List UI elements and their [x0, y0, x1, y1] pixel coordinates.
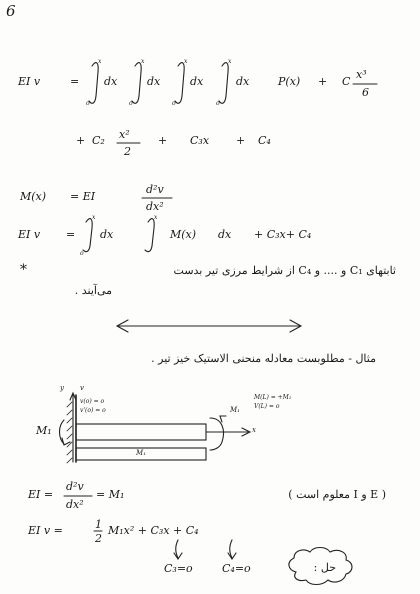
eq1-dx-3: dx	[190, 75, 204, 88]
moment-arrow-right	[210, 418, 224, 450]
eq6-c4-zero: C₄=o	[222, 562, 251, 575]
eq1-dx-2: dx	[147, 75, 161, 88]
eq1-dx-1: dx	[104, 75, 118, 88]
eq2-c3x: C₃x	[190, 134, 210, 147]
eq1-px: P(x)	[278, 75, 301, 88]
eq6-c3-zero: C₃=o	[164, 562, 193, 575]
diagram-m1-left: M₁	[36, 424, 52, 437]
integral-sign	[83, 219, 92, 252]
eq2-plus-1: +	[76, 134, 86, 147]
eq1-lower-3: o	[172, 100, 176, 107]
eq4-lhs: EI v	[18, 228, 41, 241]
eq1-upper-3: x	[184, 58, 188, 65]
eq2-c4: C₄	[258, 134, 271, 147]
diagram-bc-moment: M(L) = +M₁	[254, 394, 292, 401]
diagram-x-label: x	[252, 426, 256, 434]
eq2-c2: C₂	[92, 134, 105, 147]
eq5-den: dx²	[66, 498, 84, 511]
eq6-half-num: 1	[95, 518, 102, 531]
integral-sign	[219, 63, 228, 104]
wall-hatch	[67, 402, 72, 463]
eq4-dx-2: dx	[218, 228, 232, 241]
eq1-lower-2: o	[129, 100, 133, 107]
diagram-y-label: y	[60, 384, 64, 392]
eq1-c1: C	[342, 75, 351, 88]
eq4-upper-2: x	[154, 214, 158, 221]
eq1-dx-4: dx	[236, 75, 250, 88]
eq4-tail: + C₃x+ C₄	[254, 228, 312, 241]
eq3-num: d²v	[146, 183, 164, 196]
eq1-lower-1: o	[86, 100, 90, 107]
diagram-v-label: v	[80, 384, 84, 392]
eq6-half-den: 2	[95, 532, 102, 545]
integral-sign	[175, 63, 184, 104]
moment-arrow-left	[60, 420, 65, 444]
eq1-lhs: EI v	[18, 75, 41, 88]
eq5-known: ( E و I معلوم است )	[288, 488, 386, 501]
eq5-lhs: EI =	[28, 488, 54, 501]
eq1-six: 6	[362, 86, 369, 99]
note-line-1: ثابتهای C₁ و .... و C₄ از شرایط مرزی تیر بدست	[173, 264, 396, 277]
cloud-text: حل :	[313, 561, 336, 574]
eq6-lhs: EI v =	[28, 524, 63, 537]
diagram-bc-slope: v'(o) = o	[80, 407, 106, 414]
eq2-two: 2	[124, 145, 131, 158]
eq4-mx: M(x)	[170, 228, 197, 241]
eq1-upper-1: x	[98, 58, 102, 65]
eq3-lhs: M(x)	[20, 190, 47, 203]
integral-sign	[132, 63, 141, 104]
eq1-x3: x³	[356, 68, 367, 81]
integral-sign	[89, 63, 98, 104]
note-star: *	[20, 262, 27, 278]
eq5-rhs: = M₁	[96, 488, 125, 501]
eq1-upper-4: x	[228, 58, 232, 65]
integral-sign	[145, 219, 154, 252]
eq1-equals: =	[70, 75, 80, 88]
eq1-upper-2: x	[141, 58, 145, 65]
beam	[76, 424, 206, 440]
note-line-2: می‌آیند .	[74, 284, 112, 297]
eq3-equals: = EI	[70, 190, 96, 203]
eq4-equals: =	[66, 228, 76, 241]
diagram-bc-deflection: v(o) = o	[80, 398, 105, 405]
eq1-plus: +	[318, 75, 328, 88]
eq2-plus-3: +	[236, 134, 246, 147]
page-number: 6	[6, 2, 16, 20]
eq2-x2: x²	[119, 128, 130, 141]
eq3-den: dx²	[146, 200, 164, 213]
diagram-m1-right: M₁	[230, 406, 240, 414]
example-title: مثال - مطلوبست معادله منحنی الاستیک خیز تیر .	[151, 352, 376, 365]
eq5-num: d²v	[66, 480, 84, 493]
diagram-m1-mid: M₁	[136, 449, 146, 457]
eq1-lower-4: o	[216, 100, 220, 107]
eq4-upper-1: x	[92, 214, 96, 221]
eq4-lower-1: o	[80, 250, 84, 257]
eq4-dx-1: dx	[100, 228, 114, 241]
eq6-term: M₁x² + C₃x + C₄	[108, 524, 199, 537]
eq2-plus-2: +	[158, 134, 168, 147]
diagram-bc-shear: V(L) = o	[254, 403, 280, 410]
